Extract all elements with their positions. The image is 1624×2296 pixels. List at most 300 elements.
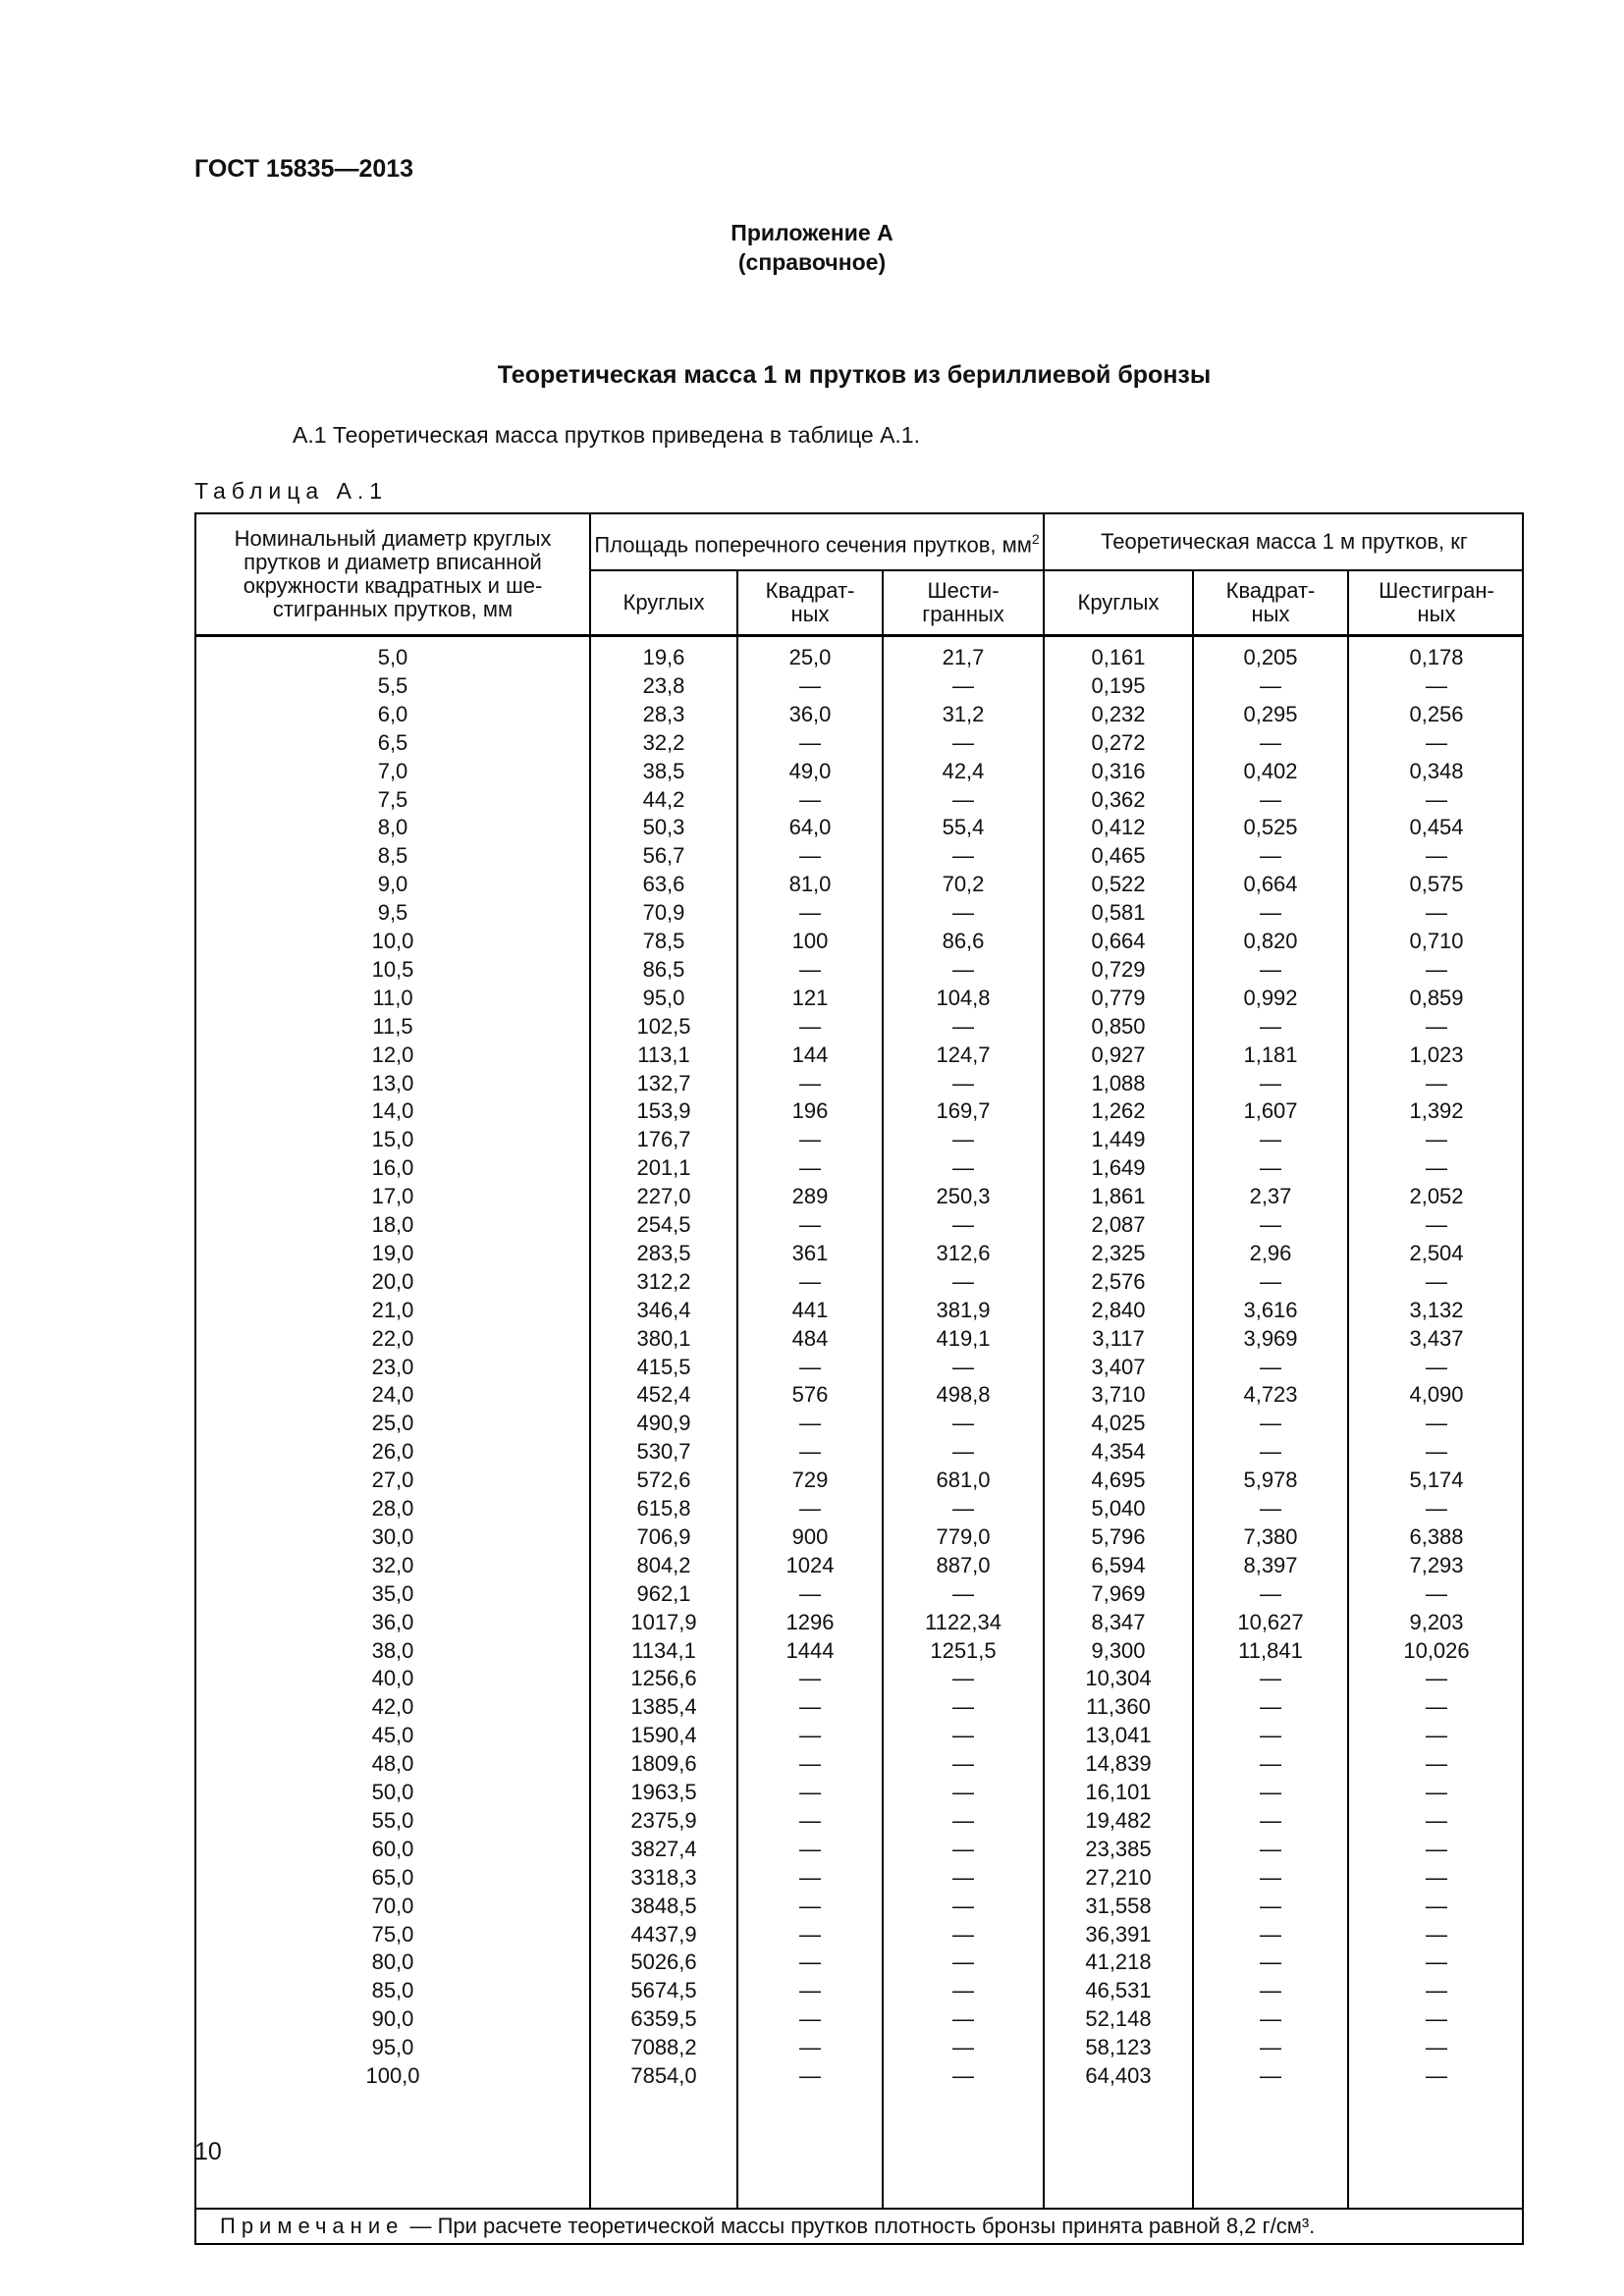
diameter-cell: 9,0 [377,872,408,897]
table-row [196,2004,1522,2033]
area-round-cell: 254,5 [636,1212,691,1237]
area-square-cell: — [799,672,821,698]
area-hex-cell: — [952,1268,974,1294]
area-hex-cell: — [952,2006,974,2032]
diameter-cell: 17,0 [371,1184,414,1209]
mass-hex-cell: 0,710 [1409,929,1464,953]
mass-hex-cell: — [1426,1836,1447,1861]
mass-square-cell: — [1260,1949,1281,1975]
table-row [196,1069,1522,1097]
mass-round-cell: 3,407 [1091,1354,1146,1379]
mass-square-cell: — [1260,1893,1281,1918]
area-hex-cell: — [952,1864,974,1890]
table-row [196,898,1522,927]
area-hex-cell: 86,6 [942,929,985,953]
mass-square-cell: — [1260,1780,1281,1804]
mass-round-cell: 27,210 [1085,1864,1152,1890]
mass-round-cell: 4,354 [1091,1439,1146,1465]
mass-square-cell: — [1260,1212,1281,1237]
table-row [196,1296,1522,1324]
diameter-cell: 85,0 [371,1978,414,2003]
area-round-cell: 4437,9 [630,1921,697,1947]
header-mass-round: Круглых [1077,590,1160,614]
table-body [196,637,1522,2208]
mass-square-cell: — [1260,1580,1281,1606]
area-square-cell: — [799,1070,821,1095]
area-hex-cell: — [952,1127,974,1152]
mass-round-cell: 8,347 [1091,1609,1146,1634]
area-hex-cell: — [952,1411,974,1436]
mass-round-cell: 41,218 [1085,1949,1152,1975]
area-round-cell: 7854,0 [630,2063,697,2088]
area-hex-cell: 21,7 [942,645,985,669]
table-row [196,785,1522,814]
header-area-hex: Шести-гранных [922,578,1004,626]
mass-round-cell: 1,262 [1091,1098,1146,1124]
mass-hex-cell: — [1426,1354,1447,1379]
mass-hex-cell: 5,174 [1409,1468,1464,1493]
header-mass-group: Теоретическая масса 1 м прутков, кг [1101,529,1468,554]
table-row [196,870,1522,898]
area-round-cell: 201,1 [636,1155,691,1181]
area-square-cell: 100 [791,929,829,953]
area-round-cell: 19,6 [642,645,685,669]
area-round-cell: 44,2 [642,786,685,812]
diameter-cell: 23,0 [371,1354,414,1379]
mass-round-cell: 4,695 [1091,1468,1146,1493]
area-hex-cell: 1251,5 [930,1637,997,1663]
area-square-cell: 144 [791,1041,829,1067]
table-row [196,1749,1522,1778]
table-row [196,927,1522,955]
table-row [196,1579,1522,1608]
mass-hex-cell: — [1426,900,1447,926]
mass-hex-cell: — [1426,2063,1447,2088]
area-square-cell: — [799,2006,821,2032]
area-hex-cell: 169,7 [936,1098,991,1124]
area-hex-cell: — [952,1013,974,1039]
area-hex-cell: — [952,1723,974,1748]
area-round-cell: 3848,5 [630,1893,697,1918]
area-square-cell: 289 [791,1184,829,1209]
header-area-group [591,514,1043,569]
area-round-cell: 23,8 [642,672,685,698]
mass-hex-cell: — [1426,843,1447,869]
mass-round-cell: 0,581 [1091,900,1146,926]
diameter-cell: 28,0 [371,1496,414,1521]
mass-square-cell: — [1260,1354,1281,1379]
header-diameter: Номинальный диаметр круглых прутков и диаметр вписанной окружности квадратных и ше-стигранных прутков, мм [234,526,552,621]
mass-hex-cell: 9,203 [1409,1609,1464,1634]
area-square-cell: — [799,1694,821,1720]
mass-square-cell: — [1260,2063,1281,2088]
table-row [196,1012,1522,1041]
mass-square-cell: — [1260,729,1281,755]
area-square-cell: 121 [791,985,829,1010]
note-label: Примечание [220,2214,405,2238]
area-square-cell: 64,0 [788,815,832,840]
area-hex-cell: — [952,2063,974,2088]
section-title: Теоретическая масса 1 м прутков из бериллиевой бронзы [497,361,1212,389]
area-square-cell: 1024 [785,1552,835,1577]
diameter-cell: 35,0 [371,1580,414,1606]
mass-round-cell: 64,403 [1085,2063,1152,2088]
table-row [196,1437,1522,1466]
mass-hex-cell: 0,256 [1409,701,1464,726]
table-row [196,955,1522,984]
area-hex-cell: — [952,729,974,755]
area-square-cell: — [799,1807,821,1833]
mass-hex-cell: 3,132 [1409,1297,1464,1322]
header-mass-hex: Шестигран-ных [1379,578,1494,626]
mass-square-cell: — [1260,1439,1281,1465]
area-square-cell: — [799,1780,821,1804]
appendix-label: Приложение А [731,220,893,245]
mass-hex-cell: 0,454 [1409,815,1464,840]
area-round-cell: 176,7 [636,1127,691,1152]
area-square-cell: — [799,1666,821,1691]
table-row [196,1522,1522,1551]
mass-hex-cell: — [1426,1155,1447,1181]
area-hex-cell: — [952,1978,974,2003]
table-row [196,2033,1522,2061]
mass-round-cell: 0,664 [1091,929,1146,953]
mass-square-cell: 0,525 [1243,815,1298,840]
mass-round-cell: 5,796 [1091,1523,1146,1549]
mass-round-cell: 2,576 [1091,1268,1146,1294]
area-square-cell: — [799,2063,821,2088]
diameter-cell: 12,0 [371,1041,414,1067]
diameter-cell: 10,5 [371,956,414,982]
table-row [196,813,1522,841]
area-square-cell: 36,0 [788,701,832,726]
mass-square-cell: 11,841 [1238,1637,1303,1663]
mass-square-cell: 0,205 [1243,645,1298,669]
mass-round-cell: 16,101 [1085,1780,1152,1804]
area-square-cell: — [799,1411,821,1436]
area-hex-cell: 31,2 [942,701,985,726]
mass-hex-cell: — [1426,729,1447,755]
diameter-cell: 5,0 [377,645,408,669]
mass-round-cell: 0,927 [1091,1041,1146,1067]
mass-square-cell: — [1260,1836,1281,1861]
area-hex-cell: — [952,1212,974,1237]
mass-round-cell: 0,272 [1091,729,1146,755]
diameter-cell: 45,0 [371,1723,414,1748]
header-area-text: Площадь поперечного сечения прутков, мм [594,532,1032,558]
area-round-cell: 6359,5 [630,2006,697,2032]
area-round-cell: 2375,9 [630,1807,697,1833]
area-square-cell: — [799,1127,821,1152]
area-square-cell: 900 [791,1523,829,1549]
mass-hex-cell: 6,388 [1409,1523,1464,1549]
area-round-cell: 3318,3 [630,1864,697,1890]
diameter-cell: 60,0 [371,1836,414,1861]
mass-hex-cell: 1,023 [1409,1041,1464,1067]
area-round-cell: 95,0 [642,985,685,1010]
area-square-cell: — [799,1354,821,1379]
area-hex-cell: — [952,1893,974,1918]
mass-square-cell: 4,723 [1243,1382,1298,1408]
area-hex-cell: — [952,672,974,698]
table-row [196,1466,1522,1494]
mass-hex-cell: 0,348 [1409,758,1464,783]
diameter-cell: 32,0 [371,1552,414,1577]
diameter-cell: 36,0 [371,1609,414,1634]
mass-hex-cell: 0,178 [1409,645,1464,669]
mass-round-cell: 46,531 [1085,1978,1152,2003]
mass-hex-cell: — [1426,1949,1447,1975]
area-round-cell: 490,9 [636,1411,691,1436]
mass-hex-cell: — [1426,1070,1447,1095]
mass-round-cell: 0,729 [1091,956,1146,982]
area-round-cell: 28,3 [642,701,685,726]
mass-hex-cell: — [1426,2035,1447,2060]
diameter-cell: 48,0 [371,1751,414,1777]
table-row [196,1664,1522,1692]
table-row [196,1324,1522,1353]
mass-square-cell: 0,402 [1243,758,1298,783]
table-row [196,1267,1522,1296]
mass-round-cell: 6,594 [1091,1552,1146,1577]
mass-hex-cell: — [1426,1496,1447,1521]
mass-hex-cell: 7,293 [1409,1552,1464,1577]
area-square-cell: — [799,1268,821,1294]
mass-square-cell: — [1260,1921,1281,1947]
area-hex-cell: 70,2 [942,872,985,897]
area-round-cell: 346,4 [636,1297,691,1322]
area-hex-cell: 104,8 [936,985,991,1010]
diameter-cell: 38,0 [371,1637,414,1663]
diameter-cell: 100,0 [365,2063,420,2088]
area-square-cell: 81,0 [788,872,832,897]
mass-hex-cell: — [1426,2006,1447,2032]
mass-round-cell: 1,649 [1091,1155,1146,1181]
area-round-cell: 132,7 [636,1070,691,1095]
area-square-cell: — [799,1978,821,2003]
table-row [196,728,1522,757]
mass-round-cell: 23,385 [1085,1836,1152,1861]
mass-hex-cell: — [1426,956,1447,982]
mass-round-cell: 19,482 [1085,1807,1152,1833]
table-row [196,1125,1522,1153]
mass-hex-cell: — [1426,1893,1447,1918]
mass-hex-cell: — [1426,1723,1447,1748]
area-round-cell: 1134,1 [631,1637,696,1663]
table-note [196,2208,1522,2243]
diameter-cell: 7,0 [377,758,408,783]
diameter-cell: 18,0 [371,1212,414,1237]
mass-hex-cell: — [1426,672,1447,698]
mass-square-cell: 1,181 [1243,1041,1298,1067]
diameter-cell: 30,0 [371,1523,414,1549]
mass-square-cell: 8,397 [1243,1552,1298,1577]
table-row [196,1182,1522,1210]
mass-hex-cell: — [1426,1127,1447,1152]
area-hex-cell: — [952,1694,974,1720]
mass-square-cell: — [1260,1268,1281,1294]
area-square-cell: — [799,1836,821,1861]
area-round-cell: 706,9 [636,1523,691,1549]
area-square-cell: 49,0 [788,758,832,783]
document-standard-number: ГОСТ 15835—2013 [194,155,414,183]
mass-square-cell: 2,37 [1249,1184,1292,1209]
area-square-cell: — [799,956,821,982]
diameter-cell: 7,5 [377,786,408,812]
area-square-cell: — [799,1893,821,1918]
diameter-cell: 9,5 [377,900,408,926]
area-hex-cell: — [952,1580,974,1606]
mass-round-cell: 10,304 [1085,1666,1152,1691]
mass-square-cell: — [1260,1155,1281,1181]
area-square-cell: 1296 [785,1609,835,1634]
mass-round-cell: 9,300 [1091,1637,1146,1663]
table-row [196,1920,1522,1949]
area-square-cell: — [799,1864,821,1890]
area-hex-cell: 887,0 [936,1552,991,1577]
area-square-cell: — [799,2035,821,2060]
diameter-cell: 50,0 [371,1780,414,1804]
area-hex-cell: — [952,956,974,982]
diameter-cell: 10,0 [371,929,414,953]
area-hex-cell: 779,0 [936,1523,991,1549]
table-row [196,1835,1522,1863]
appendix-type: (справочное) [737,249,887,275]
area-hex-cell: 498,8 [936,1382,991,1408]
mass-hex-cell: — [1426,1666,1447,1691]
area-round-cell: 113,1 [637,1041,690,1067]
area-round-cell: 1385,4 [630,1694,697,1720]
mass-round-cell: 4,025 [1091,1411,1146,1436]
diameter-cell: 26,0 [371,1439,414,1465]
diameter-cell: 90,0 [371,2006,414,2032]
area-hex-cell: — [952,1807,974,1833]
mass-round-cell: 36,391 [1085,1921,1152,1947]
area-hex-cell: — [952,1921,974,1947]
area-hex-cell: 1122,34 [925,1609,1001,1634]
mass-square-cell: 0,295 [1243,701,1298,726]
table-row [196,1380,1522,1409]
table-row [196,1892,1522,1920]
table-row [196,1353,1522,1381]
area-hex-cell: 124,7 [936,1041,991,1067]
mass-round-cell: 1,088 [1091,1070,1146,1095]
area-square-cell: — [799,1212,821,1237]
intro-paragraph: А.1 Теоретическая масса прутков приведена в таблице А.1. [293,422,920,448]
mass-round-cell: 3,710 [1091,1382,1146,1408]
area-square-cell: — [799,900,821,926]
mass-square-cell: 5,978 [1243,1468,1298,1493]
mass-square-cell: 0,820 [1243,929,1298,953]
mass-hex-cell: 4,090 [1409,1382,1464,1408]
diameter-cell: 24,0 [371,1382,414,1408]
table-row [196,1778,1522,1806]
mass-round-cell: 1,449 [1091,1127,1146,1152]
area-square-cell: 576 [791,1382,829,1408]
area-square-cell: — [799,1723,821,1748]
mass-hex-cell: — [1426,1580,1447,1606]
header-area-square: Квадрат-ных [765,578,855,626]
diameter-cell: 21,0 [371,1297,414,1322]
table-row [196,984,1522,1012]
table-row [196,1863,1522,1892]
mass-square-cell: 2,96 [1249,1240,1292,1265]
mass-square-cell: — [1260,1694,1281,1720]
area-hex-cell: — [952,786,974,812]
diameter-cell: 75,0 [371,1921,414,1947]
area-hex-cell: — [952,1836,974,1861]
mass-round-cell: 14,839 [1085,1751,1152,1777]
mass-square-cell: — [1260,1127,1281,1152]
mass-square-cell: — [1260,1723,1281,1748]
mass-hex-cell: — [1426,1439,1447,1465]
area-hex-cell: 250,3 [936,1184,991,1209]
area-hex-cell: 312,6 [936,1240,991,1265]
mass-hex-cell: 10,026 [1403,1637,1470,1663]
diameter-cell: 95,0 [371,2035,414,2060]
table-row [196,1210,1522,1239]
table-row [196,1153,1522,1182]
area-round-cell: 1590,4 [630,1723,697,1748]
mass-round-cell: 2,087 [1091,1212,1146,1237]
diameter-cell: 70,0 [371,1893,414,1918]
area-square-cell: 196 [791,1098,829,1124]
page-number: 10 [194,2138,222,2165]
diameter-cell: 11,0 [372,985,413,1010]
area-round-cell: 312,2 [636,1268,691,1294]
table-row [196,1551,1522,1579]
mass-hex-cell: 3,437 [1409,1325,1464,1351]
area-square-cell: — [799,843,821,869]
mass-hex-cell: — [1426,1780,1447,1804]
mass-round-cell: 11,360 [1086,1694,1151,1720]
note-text: — При расчете теоретической массы прутков плотность бронзы принята равной 8,2 г/см³. [404,2214,1316,2238]
area-round-cell: 7088,2 [630,2035,697,2060]
mass-square-cell: — [1260,1864,1281,1890]
diameter-cell: 13,0 [371,1070,414,1095]
mass-hex-cell: — [1426,786,1447,812]
area-square-cell: 361 [791,1240,829,1265]
area-round-cell: 804,2 [636,1552,691,1577]
area-round-cell: 78,5 [642,929,685,953]
diameter-cell: 6,5 [377,729,408,755]
area-square-cell: — [799,1496,821,1521]
area-hex-cell: — [952,1354,974,1379]
mass-round-cell: 52,148 [1085,2006,1152,2032]
mass-round-cell: 5,040 [1091,1496,1146,1521]
mass-round-cell: 3,117 [1092,1325,1145,1351]
area-round-cell: 415,5 [636,1354,691,1379]
diameter-cell: 27,0 [371,1468,414,1493]
area-hex-cell: 419,1 [936,1325,991,1351]
area-round-cell: 56,7 [642,843,685,869]
table-row [196,1096,1522,1125]
mass-round-cell: 58,123 [1085,2035,1152,2060]
mass-square-cell: — [1260,1751,1281,1777]
area-square-cell: — [799,729,821,755]
table-row [196,1494,1522,1522]
area-round-cell: 63,6 [642,872,685,897]
area-round-cell: 70,9 [642,900,685,926]
mass-round-cell: 0,316 [1091,758,1146,783]
mass-hex-cell: — [1426,1268,1447,1294]
area-square-cell: — [799,1921,821,1947]
area-hex-cell: — [952,843,974,869]
diameter-cell: 25,0 [371,1411,414,1436]
mass-square-cell: — [1260,1070,1281,1095]
area-hex-cell: — [952,1780,974,1804]
mass-round-cell: 7,969 [1091,1580,1146,1606]
